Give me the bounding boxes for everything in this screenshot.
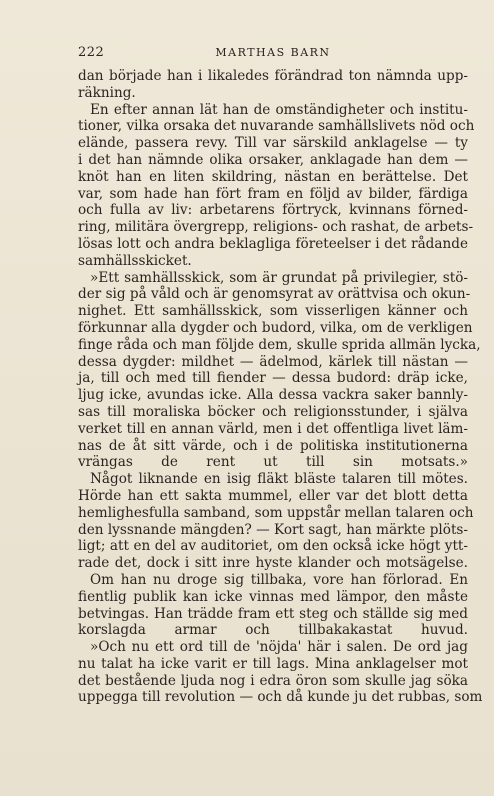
running-head: MARTHAS BARN: [215, 46, 331, 59]
text-line: dan började han i likaledes förändrad ton nämnda upp-: [78, 68, 468, 84]
page-number: 222: [78, 45, 105, 60]
text-line: betvingas. Han trädde fram ett steg och ställde sig med: [78, 605, 468, 622]
text-line: i det han nämnde olika orsaker, anklagade han dem —: [78, 151, 468, 168]
text-line: korslagda armar och tillbakakastat huvud.: [78, 622, 468, 639]
text-line: ljug icke, avundas icke. Alla dessa vackra saker bannly-: [78, 387, 468, 404]
text-line: nu talat ha icke varit er till lags. Mina anklagelser mot: [78, 655, 468, 672]
page-header: [78, 45, 468, 61]
text-line: verket till en annan värld, men i det offentliga livet läm-: [78, 420, 468, 437]
text-line: ja, till och med till fiender — dessa budord: dräp icke,: [78, 370, 468, 387]
text-line: »Ett samhällsskick, som är grundat på privilegier, stö-: [90, 269, 468, 286]
text-line: tioner, vilka orsaka det nuvarande samhällslivets nöd och: [78, 118, 475, 135]
text-line: förkunnar alla dygder och budord, vilka, om de verkligen: [78, 319, 473, 336]
text-line: Hörde han ett sakta mummel, eller var det blott detta: [78, 487, 468, 504]
text-line: lösas lott och andra beklagliga företeelser i det rådande: [78, 235, 468, 252]
text-line: sas till moraliska böcker och religionsstunder, i själva: [78, 403, 468, 420]
text-line: och fulla av liv: arbetarens förtryck, kvinnans förned-: [78, 202, 468, 219]
text-line: Något liknande en isig fläkt bläste talaren till mötes.: [90, 471, 468, 488]
text-line: finge råda och man följde dem, skulle sprida allmän lycka,: [78, 336, 481, 353]
text-line: dessa dygder: mildhet — ädelmod, kärlek till nästan —: [78, 353, 468, 370]
body-text: [78, 68, 483, 706]
text-line: knöt han en liten skildring, nästan en berättelse. Det: [78, 168, 468, 185]
text-line: vrängas de rent ut till sin motsats.»: [78, 454, 468, 471]
text-line: den lyssnande mängden? — Kort sagt, han märkte plöts-: [78, 521, 468, 538]
text-line: räkning.: [78, 84, 136, 101]
text-line: »Och nu ett ord till de 'nöjda' här i salen. De ord jag: [90, 639, 468, 656]
text-line: uppegga till revolution — och då kunde ju det rubbas, som: [78, 689, 483, 706]
text-line: nas de åt sitt värde, och i de politiska institutionerna: [78, 437, 468, 454]
text-line: ligt; att en del av auditoriet, om den också icke högt ytt-: [78, 538, 468, 555]
text-line: elände, passera revy. Till var särskild anklagelse — ty: [78, 135, 468, 152]
text-line: var, som hade han fört fram en följd av bilder, färdiga: [78, 185, 468, 202]
text-line: samhällsskicket.: [78, 252, 192, 269]
text-line: En efter annan lät han de omständigheter och institu-: [90, 101, 468, 118]
text-line: det bestående ljuda nog i edra öron som skulle jag söka: [78, 672, 468, 689]
text-line: fientlig publik kan icke vinnas med lämpor, den måste: [78, 588, 468, 605]
text-line: Om han nu droge sig tillbaka, vore han förlorad. En: [90, 571, 468, 588]
text-line: rade det, dock i sitt inre hyste klander och motsägelse.: [78, 555, 468, 572]
text-line: nighet. Ett samhällsskick, som visserligen känner och: [78, 303, 468, 320]
text-line: hemlighesfulla samband, som uppstår mellan talaren och: [78, 504, 474, 521]
text-line: der sig på våld och är genomsyrat av orättvisa och okun-: [78, 286, 471, 303]
text-line: ring, militära övergrepp, religions- och rashat, de arbets-: [78, 219, 474, 236]
